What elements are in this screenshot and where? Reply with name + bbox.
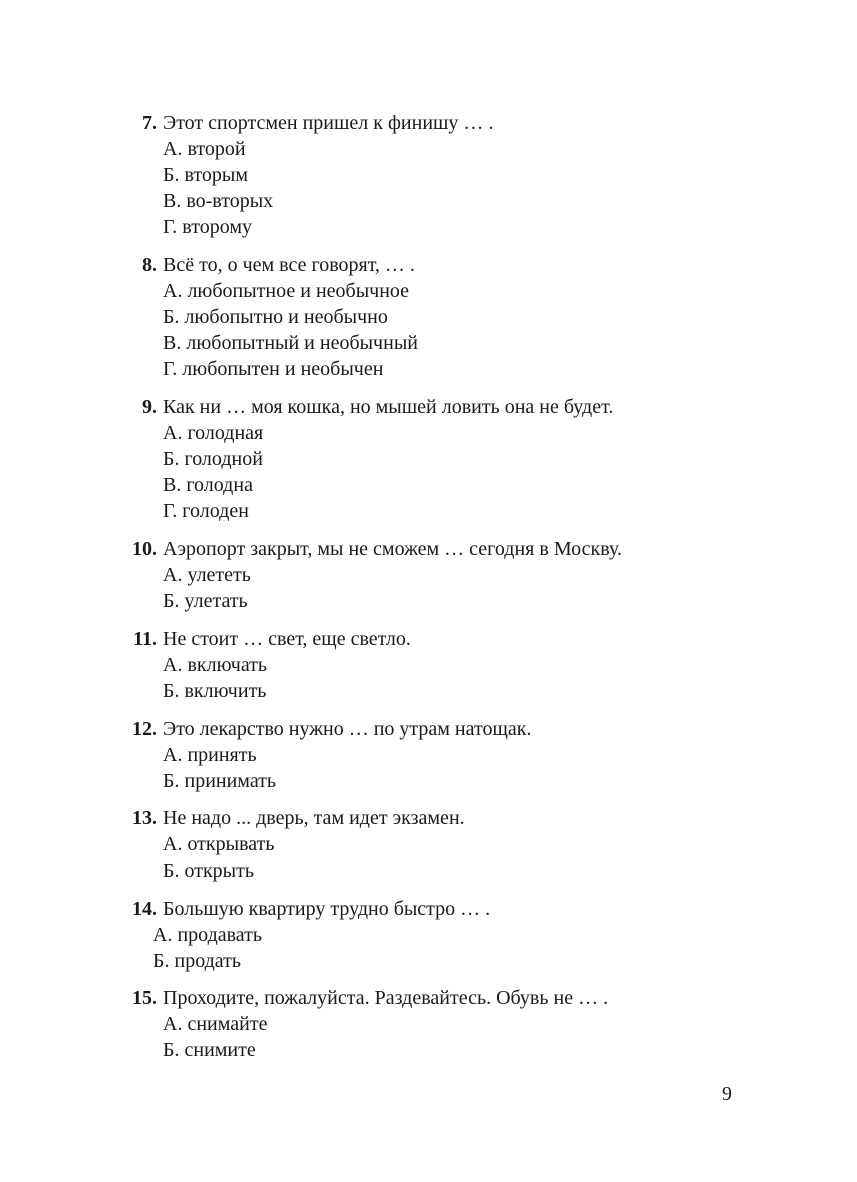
answer-option: Б. любопытно и необычно: [163, 306, 388, 328]
answer-option: А. любопытное и необычное: [163, 280, 410, 302]
answer-option: А. принять: [163, 744, 257, 766]
question-text: Проходите, пожалуйста. Раздевайтесь. Обувь не … .: [163, 987, 609, 1009]
answer-option: Б. продать: [153, 950, 242, 972]
question-number: 15.: [132, 987, 157, 1009]
answer-option: А. включать: [163, 654, 268, 676]
answer-option: Б. голодной: [163, 448, 263, 470]
question-number: 13.: [132, 807, 157, 829]
question-number: 7.: [142, 112, 157, 134]
question-text: Как ни … моя кошка, но мышей ловить она не будет.: [163, 396, 614, 418]
answer-option: А. улететь: [163, 564, 251, 586]
page-number: 9: [722, 1083, 732, 1105]
question-number: 9.: [142, 396, 157, 418]
answer-option: Б. вторым: [163, 164, 248, 186]
answer-option: В. голодна: [163, 474, 253, 496]
question-text: Не надо ... дверь, там идет экзамен.: [163, 807, 465, 829]
question-number: 11.: [133, 628, 157, 650]
question-text: Всё то, о чем все говорят, … .: [163, 254, 415, 276]
answer-option: А. голодная: [163, 422, 264, 444]
answer-option: Б. принимать: [163, 770, 277, 792]
question-text: Аэропорт закрыт, мы не сможем … сегодня в Москву.: [163, 538, 622, 560]
answer-option: А. продавать: [153, 924, 263, 946]
answer-option: А. снимайте: [163, 1013, 268, 1035]
answer-option: Б. открыть: [163, 860, 254, 882]
answer-option: А. открывать: [163, 833, 275, 855]
question-text: Этот спортсмен пришел к финишу … .: [163, 112, 494, 134]
answer-option: Г. любопытен и необычен: [163, 358, 384, 380]
answer-option: В. во-вторых: [163, 190, 274, 212]
question-text: Большую квартиру трудно быстро … .: [163, 898, 491, 920]
answer-option: А. второй: [163, 138, 246, 160]
answer-option: Г. второму: [163, 216, 253, 238]
question-text: Это лекарство нужно … по утрам натощак.: [163, 718, 532, 740]
question-number: 12.: [132, 718, 157, 740]
answer-option: Б. улетать: [163, 590, 248, 612]
question-text: Не стоит … свет, еще светло.: [163, 628, 411, 650]
answer-option: Г. голоден: [163, 500, 249, 522]
answer-option: Б. включить: [163, 680, 267, 702]
answer-option: В. любопытный и необычный: [163, 332, 418, 354]
question-number: 14.: [132, 898, 157, 920]
question-number: 8.: [142, 254, 157, 276]
answer-option: Б. снимите: [163, 1039, 256, 1061]
question-number: 10.: [132, 538, 157, 560]
